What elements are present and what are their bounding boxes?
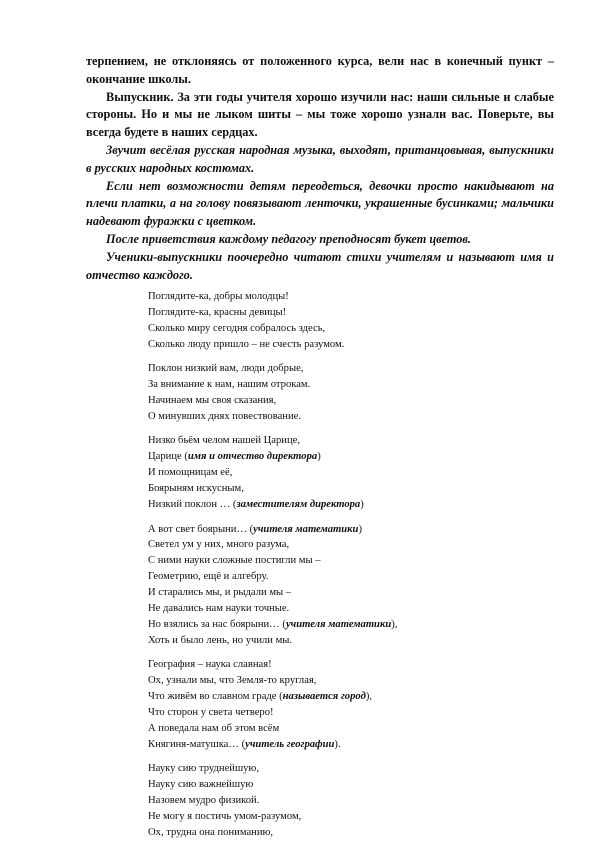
poem-text: Светел ум у них, много разума, bbox=[148, 539, 290, 551]
poem-line bbox=[148, 305, 548, 321]
poem-text: О минувших днях повествование. bbox=[148, 410, 301, 422]
poem-text: И помощницам её, bbox=[148, 467, 233, 479]
poem-line bbox=[148, 393, 548, 409]
poem-text: За внимание к нам, нашим отрокам. bbox=[148, 379, 311, 391]
poem-text: ) bbox=[360, 499, 364, 511]
poem-line bbox=[148, 553, 548, 569]
poem-line bbox=[148, 657, 548, 673]
poem-text: Науку сию важнейшую bbox=[148, 779, 254, 791]
poem-line bbox=[148, 465, 548, 481]
stage-note: называется город bbox=[282, 691, 366, 703]
poem-text: ) bbox=[317, 451, 321, 463]
poem-stanza bbox=[148, 522, 548, 649]
poem-text: Низкий поклон … ( bbox=[148, 499, 237, 511]
poem-line bbox=[148, 721, 548, 737]
poem-text: ). bbox=[334, 738, 341, 750]
stage-direction: Ученики-выпускники поочередно читают стихи учителям и называют имя и отчество каждого. bbox=[86, 249, 554, 282]
stage-note: учитель географии bbox=[245, 738, 335, 750]
poem-line bbox=[148, 825, 548, 841]
poem-line bbox=[148, 537, 548, 553]
poem-line bbox=[148, 585, 548, 601]
poem-text: География – наука славная! bbox=[148, 659, 272, 671]
stage-direction: Если нет возможности детям переодеться, девочки просто накидывают на плечи платки, а на голову повязывают ленточки, украшенные бусинками; мальчики надевают фуражки с цветком. bbox=[86, 178, 554, 229]
body-paragraph: терпением, не отклоняясь от положенного курса, вели нас в конечный пункт – окончание школы. bbox=[86, 54, 554, 86]
poem-line bbox=[148, 433, 548, 449]
poem-text: Княгиня-матушка… ( bbox=[148, 738, 246, 750]
poem-text: Что сторон у света четверо! bbox=[148, 707, 274, 719]
poem-stanza bbox=[148, 657, 548, 752]
poem-stanza bbox=[148, 761, 548, 841]
poem-line bbox=[148, 361, 548, 377]
poem-line bbox=[148, 497, 548, 513]
poem-text: Геометрию, ещё и алгебру. bbox=[148, 571, 269, 583]
poem-line bbox=[148, 449, 548, 465]
poem-line bbox=[148, 673, 548, 689]
poem-text: Назовем мудро физикой. bbox=[148, 795, 260, 807]
poem-stanza bbox=[148, 361, 548, 425]
body-paragraph: Выпускник. За эти годы учителя хорошо изучили нас: наши сильные и слабые стороны. Но и мы не лыком шиты – мы тоже хорошо узнали вас. Поверьте, вы всегда будете в наших сердцах. bbox=[86, 89, 554, 140]
poem-text: Но взялись за нас боярыни… ( bbox=[148, 619, 286, 630]
document-body bbox=[86, 53, 554, 284]
poem-line bbox=[148, 601, 548, 617]
poem-line bbox=[148, 481, 548, 497]
poem-text: Сколько люду пришло – не счесть разумом. bbox=[148, 338, 345, 350]
poem-text: Науку сию труднейшую, bbox=[148, 763, 259, 775]
stage-note: учителя математики bbox=[253, 523, 359, 535]
poem-text: ) bbox=[358, 523, 362, 535]
stage-note: имя и отчество директора bbox=[187, 451, 318, 463]
poem-line bbox=[148, 737, 548, 753]
stage-direction: После приветствия каждому педагогу преподносят букет цветов. bbox=[106, 231, 471, 246]
poem-text: ), bbox=[391, 619, 398, 630]
stage-direction: Звучит весёлая русская народная музыка, выходят, пританцовывая, выпускники в русских народных костюмах. bbox=[86, 142, 554, 175]
poem-line bbox=[148, 337, 548, 353]
poem-text: Низко бьём челом нашей Царице, bbox=[148, 435, 300, 447]
poem-text: А поведала нам об этом всём bbox=[148, 723, 280, 735]
poem-text: А вот свет боярыни… ( bbox=[148, 523, 254, 535]
poem-line bbox=[148, 409, 548, 425]
poem-line bbox=[148, 761, 548, 777]
poem-line bbox=[148, 777, 548, 793]
poem-line bbox=[148, 522, 548, 538]
poem-text: ), bbox=[365, 691, 373, 703]
poem-text: Хоть и было лень, но учили мы. bbox=[148, 634, 293, 646]
poem-line bbox=[148, 617, 548, 633]
poem-text: С ними науки сложные постигли мы – bbox=[148, 555, 321, 567]
poem-text: И старались мы, и рыдали мы – bbox=[148, 587, 292, 599]
stage-note: заместителям директора bbox=[236, 499, 361, 511]
poem-text: Не могу я постичь умом-разумом, bbox=[148, 811, 302, 823]
poem-line bbox=[148, 633, 548, 649]
poem-line bbox=[148, 289, 548, 305]
poem-text: Боярыням искусным, bbox=[148, 483, 244, 495]
poem-text: Ох, узнали мы, что Земля-то круглая, bbox=[148, 675, 317, 687]
poem-block bbox=[148, 289, 548, 850]
poem-line bbox=[148, 793, 548, 809]
poem-text: Поглядите-ка, красны девицы! bbox=[148, 306, 287, 318]
poem-text: Не давались нам науки точные. bbox=[148, 603, 290, 615]
poem-text: Ох, трудна она пониманию, bbox=[148, 827, 274, 839]
poem-line bbox=[148, 321, 548, 337]
poem-stanza bbox=[148, 289, 548, 353]
poem-text: Поглядите-ка, добры молодцы! bbox=[148, 291, 289, 302]
poem-text: Начинаем мы своя сказания, bbox=[148, 395, 277, 407]
poem-stanza bbox=[148, 433, 548, 513]
stage-note: учителя математики bbox=[285, 619, 392, 630]
poem-line bbox=[148, 569, 548, 585]
poem-text: Поклон низкий вам, люди добрые, bbox=[148, 363, 304, 375]
poem-text: Сколько миру сегодня собралось здесь, bbox=[148, 322, 326, 334]
poem-line bbox=[148, 705, 548, 721]
poem-text: Что живём во славном граде ( bbox=[148, 691, 283, 703]
poem-line bbox=[148, 809, 548, 825]
poem-text: Царице ( bbox=[148, 451, 188, 463]
poem-line bbox=[148, 377, 548, 393]
poem-line bbox=[148, 689, 548, 705]
